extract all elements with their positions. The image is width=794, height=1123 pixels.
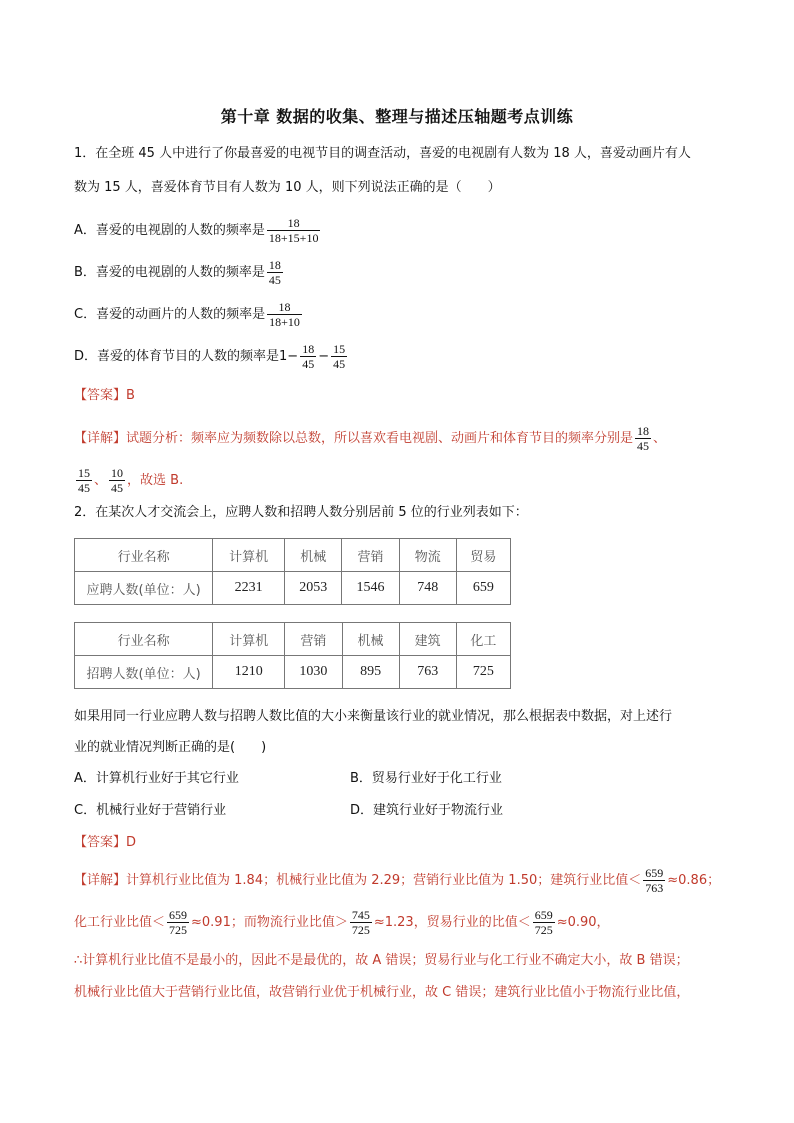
separator: 、 — [94, 473, 108, 488]
q1-option-d-fraction-2 — [331, 342, 347, 371]
table-cell: 计算机 — [213, 623, 285, 656]
q1-option-b — [74, 258, 285, 287]
table-cell: 营销 — [285, 623, 342, 656]
q1-option-b-fraction — [267, 258, 283, 287]
detail-text: ≈1.23，贸易行业的比值＜ — [373, 915, 531, 930]
table-cell: 1210 — [213, 656, 285, 689]
fraction-numerator: 15 — [78, 466, 90, 480]
q1-option-a-fraction — [267, 216, 321, 245]
table-cell: 725 — [456, 656, 510, 689]
fraction-denominator: 725 — [534, 923, 553, 937]
answer-value: D — [126, 835, 137, 850]
q1-detail-line2 — [74, 466, 183, 495]
fraction-denominator: 725 — [351, 923, 370, 937]
q2-detail-line3: ∴计算机行业比值不是最小的，因此不是最优的，故 A 错误；贸易行业与化工行业不确定大小，故 B 错误； — [74, 953, 689, 968]
q1-option-d — [74, 342, 349, 371]
fraction-numerator: 18 — [287, 216, 300, 230]
q1-option-c-fraction — [267, 300, 302, 329]
table-row — [75, 572, 511, 605]
q1-option-d-minus: − — [318, 349, 330, 364]
table-cell: 物流 — [399, 539, 456, 572]
table-cell: 1546 — [342, 572, 399, 605]
q2-stem-line1: 2．在某次人才交流会上，应聘人数和招聘人数分别居前 5 位的行业列表如下： — [74, 505, 528, 520]
detail-text: ≈0.91；而物流行业比值＞ — [191, 915, 348, 930]
table-cell: 2053 — [285, 572, 342, 605]
answer-value: B — [126, 388, 135, 403]
q2-detail-fraction-1 — [643, 866, 665, 895]
q2-detail-fraction-3 — [350, 908, 372, 937]
q2-option-b: B．贸易行业好于化工行业 — [350, 771, 502, 786]
table-cell: 748 — [399, 572, 456, 605]
q1-stem-line1: 1．在全班 45 人中进行了你最喜爱的电视节目的调查活动，喜爱的电视剧有人数为 18 人，喜爱动画片有人 — [74, 146, 691, 161]
detail-text: 化工行业比值＜ — [74, 915, 166, 930]
table-cell: 1030 — [285, 656, 342, 689]
detail-end: ，故选 B. — [127, 473, 184, 488]
table-cell: 763 — [399, 656, 456, 689]
q1-detail-fraction-3 — [109, 466, 125, 495]
q1-option-c-text: C．喜爱的动画片的人数的频率是 — [74, 307, 266, 322]
applicants-table — [74, 538, 511, 605]
table-header-row — [75, 539, 511, 572]
table-cell: 2231 — [213, 572, 285, 605]
q2-option-c: C．机械行业好于营销行业 — [74, 803, 227, 818]
table-cell: 机械 — [342, 623, 399, 656]
table-cell: 659 — [456, 572, 510, 605]
detail-label: 【详解】 — [74, 431, 127, 446]
table-cell: 贸易 — [456, 539, 510, 572]
q1-option-d-fraction-1 — [300, 342, 316, 371]
fraction-numerator: 745 — [351, 908, 370, 922]
page-title: 第十章 数据的收集、整理与描述压轴题考点训练 — [220, 107, 574, 126]
table-cell: 行业名称 — [75, 623, 213, 656]
table-cell: 895 — [342, 656, 399, 689]
fraction-numerator: 10 — [111, 466, 124, 480]
fraction-denominator: 45 — [637, 439, 650, 453]
q1-option-c — [74, 300, 304, 329]
positions-table — [74, 622, 511, 689]
fraction-denominator: 18+10 — [269, 315, 300, 329]
q1-option-a-text: A．喜爱的电视剧的人数的频率是 — [74, 223, 265, 238]
detail-label: 【详解】 — [74, 873, 127, 888]
q1-detail-line1 — [74, 424, 666, 453]
q2-stem-line3: 业的就业情况判断正确的是( ) — [74, 740, 267, 755]
q1-detail-fraction-2 — [76, 466, 92, 495]
answer-label: 【答案】 — [74, 388, 127, 403]
fraction-numerator: 18 — [268, 258, 281, 272]
q1-option-d-one: 1− — [279, 349, 299, 364]
fraction-numerator: 18 — [302, 342, 315, 356]
table-cell: 应聘人数(单位：人) — [75, 572, 213, 605]
q2-detail-line2 — [74, 908, 610, 937]
q1-stem-line2: 数为 15 人，喜爱体育节目有人数为 10 人，则下列说法正确的是（ ） — [74, 180, 501, 195]
q2-detail-fraction-2 — [167, 908, 189, 937]
q2-detail-line4: 机械行业比值大于营销行业比值，故营销行业优于机械行业，故 C 错误；建筑行业比值小于物流行业比值， — [74, 985, 690, 1000]
detail-text: 试题分析：频率应为频数除以总数，所以喜欢看电视剧、动画片和体育节目的频率分别是 — [126, 431, 634, 446]
fraction-numerator: 659 — [534, 908, 553, 922]
fraction-numerator: 659 — [645, 866, 664, 880]
q2-stem-line2: 如果用同一行业应聘人数与招聘人数比值的大小来衡量该行业的就业情况，那么根据表中数据，对上述行 — [74, 709, 673, 724]
table-cell: 化工 — [456, 623, 510, 656]
table-cell: 机械 — [285, 539, 342, 572]
detail-text: 计算机行业比值为 1.84；机械行业比值为 2.29；营销行业比值为 1.50；建筑行业比值＜ — [126, 873, 642, 888]
q1-option-b-text: B．喜爱的电视剧的人数的频率是 — [74, 265, 265, 280]
q2-detail-line1 — [74, 866, 720, 895]
fraction-numerator: 15 — [333, 342, 346, 356]
q1-option-a — [74, 216, 322, 245]
detail-text: ≈0.86； — [667, 873, 721, 888]
fraction-numerator: 659 — [169, 908, 188, 922]
separator: 、 — [653, 431, 667, 446]
table-cell: 营销 — [342, 539, 399, 572]
fraction-denominator: 45 — [78, 481, 90, 495]
fraction-denominator: 18+15+10 — [268, 231, 319, 245]
q1-option-d-text: D．喜爱的体育节目的人数的频率是 — [74, 349, 280, 364]
table-cell: 计算机 — [213, 539, 285, 572]
table-header-row — [75, 623, 511, 656]
table-row — [75, 656, 511, 689]
answer-label: 【答案】 — [74, 835, 127, 850]
q1-detail-fraction-1 — [635, 424, 651, 453]
fraction-denominator: 725 — [169, 923, 188, 937]
q2-answer — [74, 834, 136, 852]
fraction-numerator: 18 — [637, 424, 650, 438]
detail-text: ≈0.90， — [556, 915, 610, 930]
fraction-denominator: 45 — [111, 481, 124, 495]
q2-option-d: D．建筑行业好于物流行业 — [350, 803, 504, 818]
q1-answer — [74, 387, 135, 405]
table-cell: 招聘人数(单位：人) — [75, 656, 213, 689]
fraction-denominator: 45 — [333, 357, 346, 371]
fraction-numerator: 18 — [278, 300, 291, 314]
table-cell: 行业名称 — [75, 539, 213, 572]
fraction-denominator: 45 — [302, 357, 315, 371]
table-cell: 建筑 — [399, 623, 456, 656]
fraction-denominator: 763 — [645, 881, 664, 895]
q2-detail-fraction-4 — [533, 908, 555, 937]
q2-option-a: A．计算机行业好于其它行业 — [74, 771, 239, 786]
fraction-denominator: 45 — [268, 273, 281, 287]
